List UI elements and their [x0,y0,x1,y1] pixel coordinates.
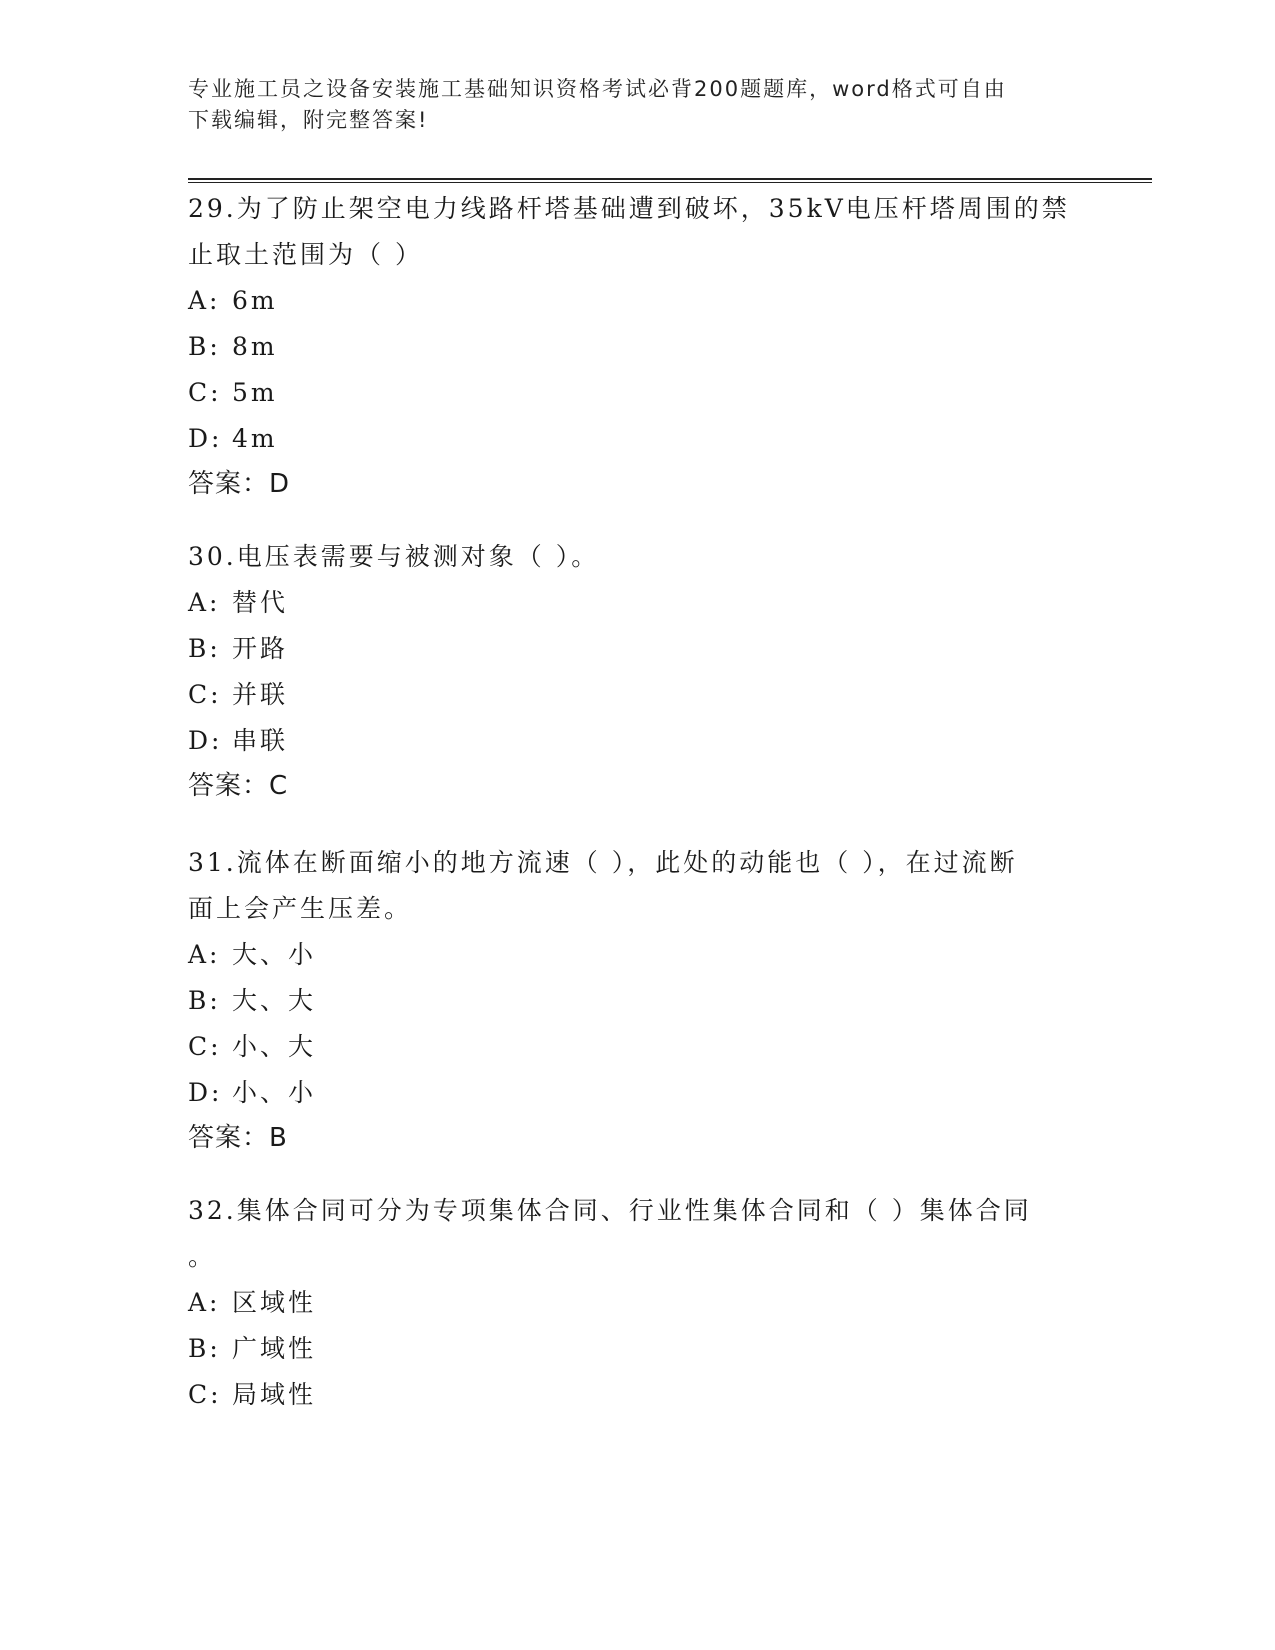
option-b [188,1326,1088,1372]
option-d [188,416,1088,462]
question-stem-line: 32.集体合同可分为专项集体合同、行业性集体合同和（ ）集体合同 [188,1196,1032,1225]
option-c [188,1024,1088,1070]
option-letter: D: [188,726,223,755]
option-letter: C: [188,378,222,407]
option-letter: B: [188,634,221,663]
option-text: 小、小 [232,1078,317,1107]
answer-line: 答案：C [188,771,289,801]
option-text: 区域性 [232,1288,317,1317]
question-stem-line: 30.电压表需要与被测对象（ ）。 [188,542,600,571]
question-stem-line: 止取土范围为（ ） [188,240,423,269]
option-a [188,932,1088,978]
option-text: 6m [232,286,278,315]
question-stem-line: 29.为了防止架空电力线路杆塔基础遭到破坏，35kV电压杆塔周围的禁 [188,194,1070,223]
answer-line: 答案：D [188,469,291,499]
option-letter: B: [188,1334,221,1363]
document-header [188,74,1068,136]
question-31 [188,840,1088,1160]
option-letter: B: [188,986,221,1015]
option-letter: D: [188,1078,223,1107]
header-divider-thick [188,178,1152,180]
option-text: 广域性 [232,1334,317,1363]
option-d [188,718,1088,764]
option-text: 小、大 [232,1032,317,1061]
question-29 [188,186,1088,506]
option-a [188,1280,1088,1326]
question-32 [188,1188,1088,1418]
question-stem-line: 31.流体在断面缩小的地方流速（ ），此处的动能也（ ），在过流断 [188,848,1018,877]
option-text: 大、大 [232,986,317,1015]
option-text: 局域性 [232,1380,317,1409]
option-text: 5m [232,378,278,407]
option-c [188,370,1088,416]
option-d [188,1070,1088,1116]
option-text: 8m [232,332,278,361]
option-b [188,978,1088,1024]
option-letter: C: [188,1032,222,1061]
option-text: 并联 [232,680,289,709]
option-text: 4m [232,424,278,453]
question-stem-line: 。 [188,1242,217,1271]
question-30 [188,534,1088,808]
option-b [188,324,1088,370]
option-text: 串联 [232,726,289,755]
option-text: 大、小 [232,940,317,969]
header-line-1: 专业施工员之设备安装施工基础知识资格考试必背200题题库，word格式可自由 [188,77,1007,101]
option-letter: D: [188,424,223,453]
answer-line: 答案：B [188,1123,288,1153]
option-b [188,626,1088,672]
option-text: 替代 [232,588,289,617]
header-line-2: 下载编辑，附完整答案! [188,108,429,132]
option-a [188,278,1088,324]
option-c [188,672,1088,718]
option-letter: A: [188,940,221,969]
option-letter: C: [188,680,222,709]
option-letter: C: [188,1380,222,1409]
option-letter: A: [188,1288,221,1317]
header-divider-thin [188,182,1152,183]
option-a [188,580,1088,626]
option-letter: B: [188,332,221,361]
question-stem-line: 面上会产生压差。 [188,894,413,923]
option-text: 开路 [232,634,289,663]
option-letter: A: [188,286,221,315]
option-c [188,1372,1088,1418]
option-letter: A: [188,588,221,617]
